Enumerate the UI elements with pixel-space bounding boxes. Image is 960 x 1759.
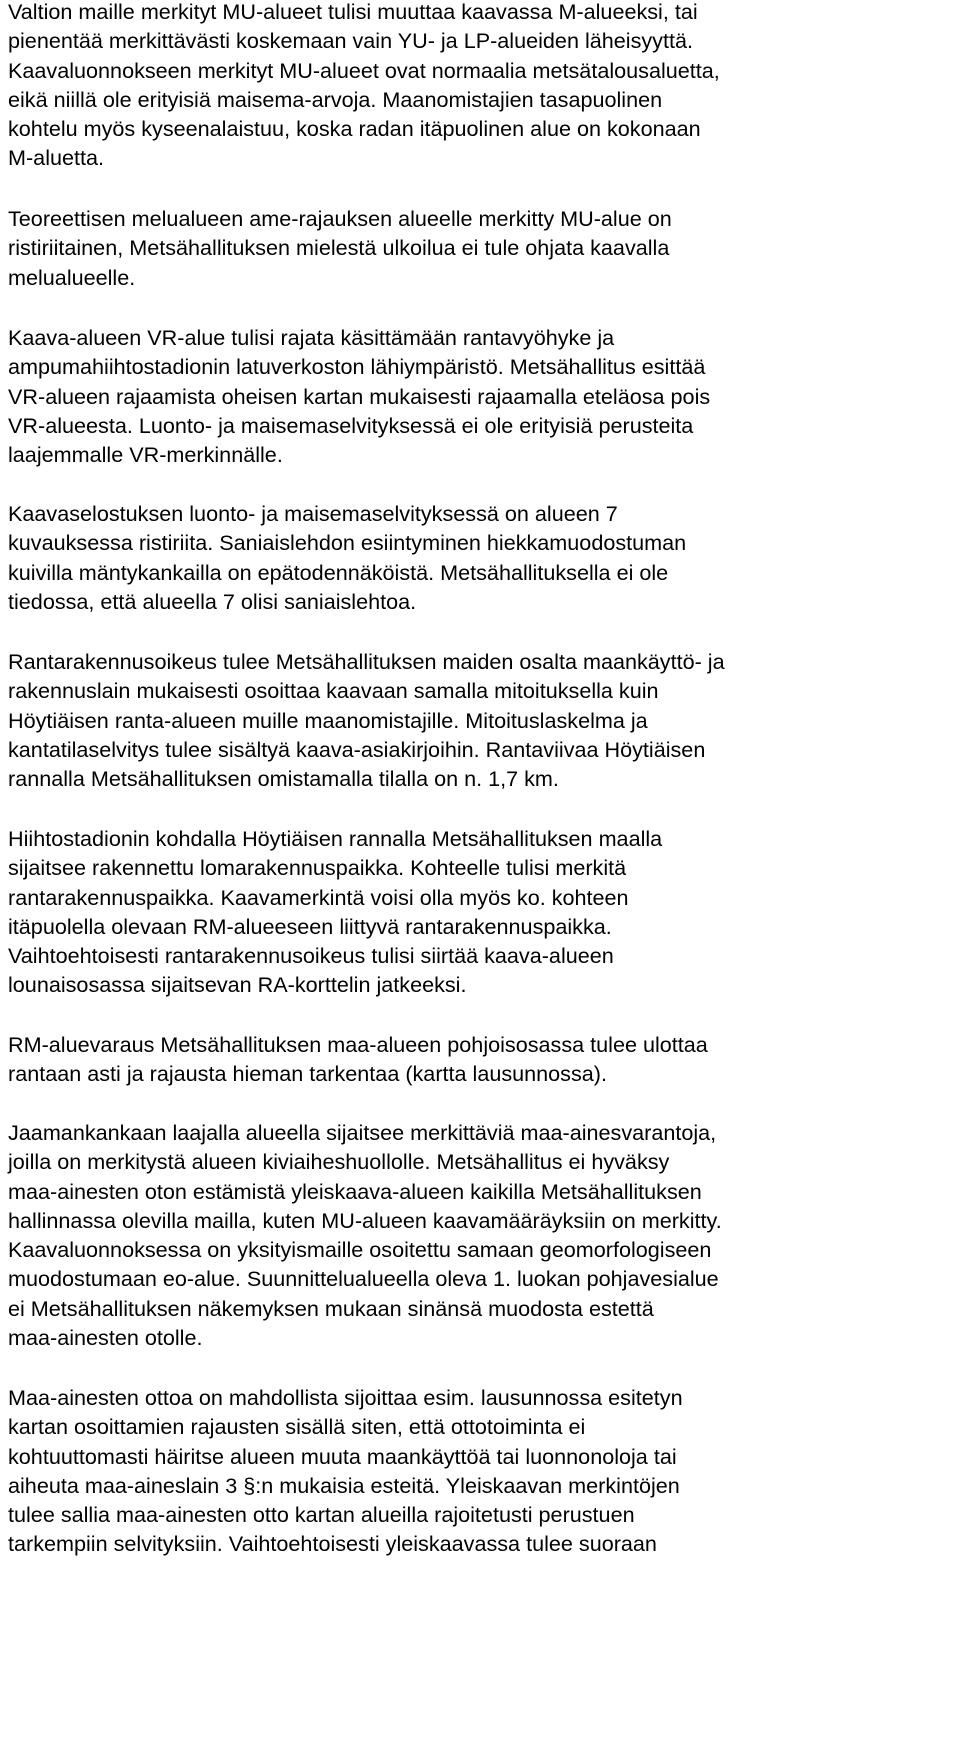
- text-line: VR-alueesta. Luonto- ja maisemaselvityksessä ei ole erityisiä perusteita: [8, 412, 694, 438]
- text-line: maa-ainesten otolle.: [8, 1325, 203, 1351]
- text-line: rantaan asti ja rajausta hieman tarkentaa (kartta lausunnossa).: [8, 1061, 607, 1087]
- text-line: Rantarakennusoikeus tulee Metsähallituksen maiden osalta maankäyttö- ja: [8, 649, 725, 674]
- text-line: kuivilla mäntykankailla on epätodennäköistä. Metsähallituksella ei ole: [8, 559, 669, 585]
- text-line: VR-alueen rajaamista oheisen kartan mukaisesti rajaamalla eteläosa pois: [8, 383, 711, 409]
- text-line: Hiihtostadionin kohdalla Höytiäisen rannalla Metsähallituksen maalla: [8, 826, 663, 851]
- paragraph-nature-survey: [8, 499, 953, 616]
- text-line: tiedossa, että alueella 7 olisi saniaislehtoa.: [8, 588, 417, 614]
- paragraph-rm-area: [8, 1030, 953, 1089]
- text-line: sijaitsee rakennettu lomarakennuspaikka. Kohteelle tulisi merkitä: [8, 855, 627, 881]
- text-line: ristiriitainen, Metsähallituksen mielestä ulkoilua ei tule ohjata kaavalla: [8, 235, 670, 261]
- text-line: eikä niillä ole erityisiä maisema-arvoja. Maanomistajien tasapuolinen: [8, 86, 663, 112]
- text-line: kantatilaselvitys tulee sisältyä kaava-asiakirjoihin. Rantaviivaa Höytiäisen: [8, 736, 706, 762]
- paragraph-ski-stadium: [8, 824, 953, 1000]
- text-line: aiheuta maa-aineslain 3 §:n mukaisia esteitä. Yleiskaavan merkintöjen: [8, 1472, 680, 1498]
- text-line: kartan osoittamien rajausten sisällä siten, että ottotoiminta ei: [8, 1414, 586, 1440]
- text-line: Kaava-alueen VR-alue tulisi rajata käsittämään rantavyöhyke ja: [8, 325, 615, 350]
- text-line: muodostumaan eo-alue. Suunnittelualueella oleva 1. luokan pohjavesialue: [8, 1266, 719, 1292]
- text-line: Vaihtoehtoisesti rantarakennusoikeus tulisi siirtää kaava-alueen: [8, 943, 614, 969]
- text-line: lounaisosassa sijaitsevan RA-korttelin jatkeeksi.: [8, 972, 467, 998]
- text-line: kuvauksessa ristiriita. Saniaislehdon esiintyminen hiekkamuodostuman: [8, 530, 687, 556]
- text-line: laajemmalle VR-merkinnälle.: [8, 442, 283, 468]
- text-line: melualueelle.: [8, 264, 136, 290]
- text-line: itäpuolella olevaan RM-alueeseen liittyvä rantarakennuspaikka.: [8, 913, 612, 939]
- paragraph-soil-resources: [8, 1118, 953, 1352]
- text-line: tarkempiin selvityksiin. Vaihtoehtoisesti yleiskaavassa tulee suoraan: [8, 1531, 657, 1557]
- text-line: Jaamankankaan laajalla alueella sijaitsee merkittäviä maa-ainesvarantoja,: [8, 1120, 717, 1145]
- text-line: rantarakennuspaikka. Kaavamerkintä voisi olla myös ko. kohteen: [8, 884, 629, 910]
- text-line: ei Metsähallituksen näkemyksen mukaan sinänsä muodosta estettä: [8, 1295, 654, 1321]
- paragraph-soil-extraction: [8, 1383, 953, 1559]
- text-line: rannalla Metsähallituksen omistamalla tilalla on n. 1,7 km.: [8, 766, 559, 792]
- text-line: maa-ainesten oton estämistä yleiskaava-alueen kaikilla Metsähallituksen: [8, 1178, 702, 1204]
- text-line: rakennuslain mukaisesti osoittaa kaavaan samalla mitoituksella kuin: [8, 678, 659, 704]
- paragraph-shore-building-rights: [8, 647, 953, 793]
- paragraph-noise-area: [8, 204, 953, 292]
- text-line: Teoreettisen melualueen ame-rajauksen alueelle merkitty MU-alue on: [8, 206, 672, 231]
- text-line: Kaavaluonnoksessa on yksityismaille osoitettu samaan geomorfologiseen: [8, 1237, 712, 1263]
- text-line: hallinnassa olevilla mailla, kuten MU-alueen kaavamääräyksiin on merkitty.: [8, 1207, 722, 1233]
- text-line: joilla on merkitystä alueen kiviaiheshuollolle. Metsähallitus ei hyväksy: [8, 1149, 670, 1175]
- paragraph-vr-area: [8, 323, 953, 469]
- text-line: M-aluetta.: [8, 145, 105, 171]
- text-line: RM-aluevaraus Metsähallituksen maa-alueen pohjoisosassa tulee ulottaa: [8, 1032, 708, 1057]
- text-line: Höytiäisen ranta-alueen muille maanomistajille. Mitoituslaskelma ja: [8, 707, 648, 733]
- text-line: Kaavaselostuksen luonto- ja maisemaselvityksessä on alueen 7: [8, 501, 618, 526]
- text-line: Valtion maille merkityt MU-alueet tulisi muuttaa kaavassa M-alueeksi, tai: [8, 0, 698, 24]
- text-line: Kaavaluonnokseen merkityt MU-alueet ovat normaalia metsätalousaluetta,: [8, 57, 720, 83]
- text-line: pienentää merkittävästi koskemaan vain YU- ja LP-alueiden läheisyyttä.: [8, 28, 693, 54]
- text-line: tulee sallia maa-ainesten otto kartan alueilla rajoitetusti perustuen: [8, 1502, 635, 1528]
- paragraph-mu-areas: [8, 0, 953, 173]
- text-line: Maa-ainesten ottoa on mahdollista sijoittaa esim. lausunnossa esitetyn: [8, 1385, 683, 1410]
- text-line: kohtuuttomasti häiritse alueen muuta maankäyttöä tai luonnonoloja tai: [8, 1443, 677, 1469]
- text-line: kohtelu myös kyseenalaistuu, koska radan itäpuolinen alue on kokonaan: [8, 116, 701, 142]
- text-line: ampumahiihtostadionin latuverkoston lähiympäristö. Metsähallitus esittää: [8, 354, 706, 380]
